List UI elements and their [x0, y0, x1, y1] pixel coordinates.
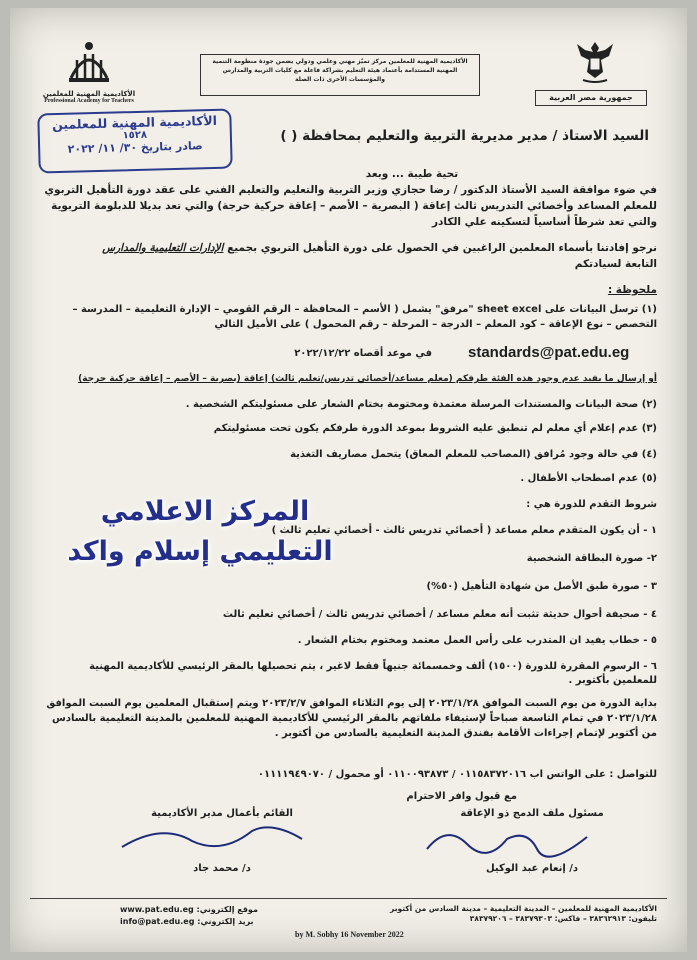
signature-right-name: د/ إنعام عبد الوكيل	[485, 863, 579, 874]
signature-block-left	[102, 808, 342, 888]
footer-email-label: بريد إلكتروني:	[197, 917, 254, 926]
footer-phones: تليفون: ٣٨٣٦٢٩١٣ – فاكس: ٣٨٣٧٩٣٠٣ – ٣٨٣٧٩٢٠٦	[469, 914, 657, 923]
course-schedule: بداية الدورة من يوم السبت الموافق ٢٠٢٣/١/٢٨ إلى يوم الثلاثاء الموافق ٢٠٢٣/٢/٧ ويتم إستقبال المعلمين يوم السبت الموافق ٢٠٢٣/١/٢٨ في تمام التاسعة صباحاً لإستيفاء ملفاتهم بالمقر الرئيسي للأكاديمية المهنية للمعلمين بالمدينة التعليمية بالسادس من أكتوبر لإتمام إجراءات الأقامة بفندق المدينة التعليمية بالسادس من أكتوبر .	[46, 698, 657, 739]
greeting: تحية طيبة ... وبعد	[365, 168, 459, 180]
footer-divider	[30, 898, 667, 899]
logo-english-text: Professional Academy for Teachers	[44, 98, 134, 104]
academy-logo	[34, 38, 144, 116]
signature-block-right	[417, 808, 647, 888]
footer-web	[120, 904, 258, 928]
note-5: (٥) عدم اصطحاب الأطفال .	[520, 473, 657, 484]
watermark-line-1: المركز الاعلامي	[100, 496, 310, 527]
footer-website: www.pat.edu.eg	[120, 905, 194, 914]
condition-4: ٤ - صحيفة أحوال حديثة تثبت أنه معلم مساعد / أخصائي تدريس ثالث / أخصائي تعليم ثالث	[222, 609, 657, 620]
request-text-end: التابعة لسيادتكم	[574, 258, 657, 270]
note-label: ملحوظة :	[607, 284, 657, 296]
footer-address-line: الأكاديمية المهنية للمعلمين – المدينة التعليمية – مدينة السادس من أكتوبر	[390, 904, 657, 913]
note-3: (٣) عدم إعلام أي معلم لم تنطبق عليه الشروط بموعد الدورة طرفكم يكون تحت مسئوليتكم	[213, 423, 657, 434]
addressee-line: السيد الاستاذ / مدير مديرية التربية والتعليم بمحافظة ( )	[280, 128, 649, 144]
author-credit: by M. Sobhy 16 November 2022	[295, 930, 404, 939]
logo-arabic-text: الأكاديمية المهنية للمعلمين	[42, 90, 136, 98]
note-send-none: أو إرسال ما يفيد عدم وجود هذه الفئة طرفكم (معلم مساعد/أخصائي تدريس/تعليم ثالث) إعاقة (بصرية – الأصم – إعاقة حركية حرجة)	[78, 374, 657, 384]
academy-emblem-icon	[63, 38, 115, 86]
note-4: (٤) في حالة وجود مُرافق (المصاحب للمعلم المعاق) يتحمل مصاريف التغذية	[290, 449, 657, 460]
letter-page	[10, 8, 687, 952]
note-1-deadline: في موعد أقصاه ٢٠٢٢/١٢/٢٢	[294, 348, 432, 359]
signature-left-name: د/ محمد جاد	[193, 863, 251, 874]
signature-left-scribble	[102, 819, 322, 859]
stamp-number: ١٥٢٨	[122, 129, 148, 142]
condition-6: ٦ - الرسوم المقررة للدورة (١٥٠٠) ألف وخمسمائة جنيهاً فقط لاغير ، يتم تحصيلها بالمقر الرئيسي للأكاديمية المهنية للمعلمين بأكتوبر .	[89, 661, 657, 686]
condition-2: ٢- صورة البطاقة الشخصية	[526, 553, 657, 564]
stamp-title: الأكاديمية المهنية للمعلمين	[51, 112, 218, 133]
note-2: (٢) صحة البيانات والمستندات المرسلة معتمدة ومختومة بختام الشعار على مسئوليتكم الشخصية .	[185, 399, 657, 410]
closing-line: مع قبول وافر الاحترام	[406, 791, 517, 802]
paragraph-approval: في ضوء موافقة السيد الأستاذ الدكتور / رضا حجازي وزير التربية والتعليم والتعليم الفني على عقد دورة التأهيل التربوي للمعلم المساعد وأخصائي التدريس ثالث إعاقة ( البصرية – الأصم – إعاقة حركية حرجة) والتي تعد بديلا للدبلومة التربوية والتي تعد شرطاً أساسياً لتسكينه علي الكادر	[44, 184, 657, 228]
signature-right-title: مسئول ملف الدمج ذو الإعاقة	[460, 808, 604, 819]
submission-email: standards@pat.edu.eg	[468, 344, 630, 361]
request-emphasis: الإدارات التعليمية والمدارس	[102, 242, 224, 254]
watermark-line-2: التعليمي إسلام واكد	[67, 536, 333, 567]
condition-5: ٥ - خطاب يفيد ان المتدرب على رأس العمل معتمد ومختوم بختام الشعار .	[297, 635, 657, 646]
paragraph-request	[37, 240, 657, 272]
signature-right-scribble	[417, 819, 617, 859]
note-1: (١) ترسل البيانات على sheet excel "مرفق" يشمل ( الأسم – المحافظة – الرقم القومي – الإدارة التعليمية – المدرسة – التخصص – نوع الإعاقة – كود المعلم – الدرجة – المرحلة – رقم المحمول ) على الأميل التالي	[72, 304, 657, 330]
footer-email: info@pat.edu.eg	[120, 917, 195, 926]
academy-vision-box: الأكاديمية المهنية للمعلمين مركز تميّز مهني وعلمي ودولي يضمن جودة منظومة التنمية المهنية المستدامة بأعتماد هيئة التعليم بشراكة فاعلة مع كليات التربية والمدارس والمؤسسات الأخرى ذات الصلة	[200, 54, 480, 96]
contact-info: للتواصل : على الواتس اب ٠١١٥٨٣٧٢٠١٦ / ٠١١٠٠٩٣٨٧٣ أو محمول / ٠١١١١٩٤٩٠٧٠	[257, 769, 657, 780]
footer-address	[327, 904, 657, 924]
condition-3: ٣ - صورة طبق الأصل من شهادة التأهيل (٥٠%)	[426, 581, 657, 592]
request-text: نرجو إفادتنا بأسماء المعلمين الراغبين في الحصول على دورة التأهيل التربوي بجميع	[227, 242, 657, 254]
egypt-eagle-icon	[575, 38, 615, 84]
condition-1: ١ - أن يكون المتقدم معلم مساعد ( أخصائي تدريس ثالث - أخصائي تعليم ثالث )	[271, 525, 657, 536]
stamp-date: صادر بتاريخ ٣٠/ ١١/ ٢٠٢٢	[67, 139, 203, 156]
footer-website-label: موقع إلكتروني:	[196, 905, 258, 914]
conditions-label: شروط التقدم للدورة هي :	[526, 499, 657, 510]
republic-label: جمهورية مصر العربية	[535, 90, 647, 106]
signature-left-title: القائم بأعمال مدير الأكاديمية	[151, 808, 293, 819]
